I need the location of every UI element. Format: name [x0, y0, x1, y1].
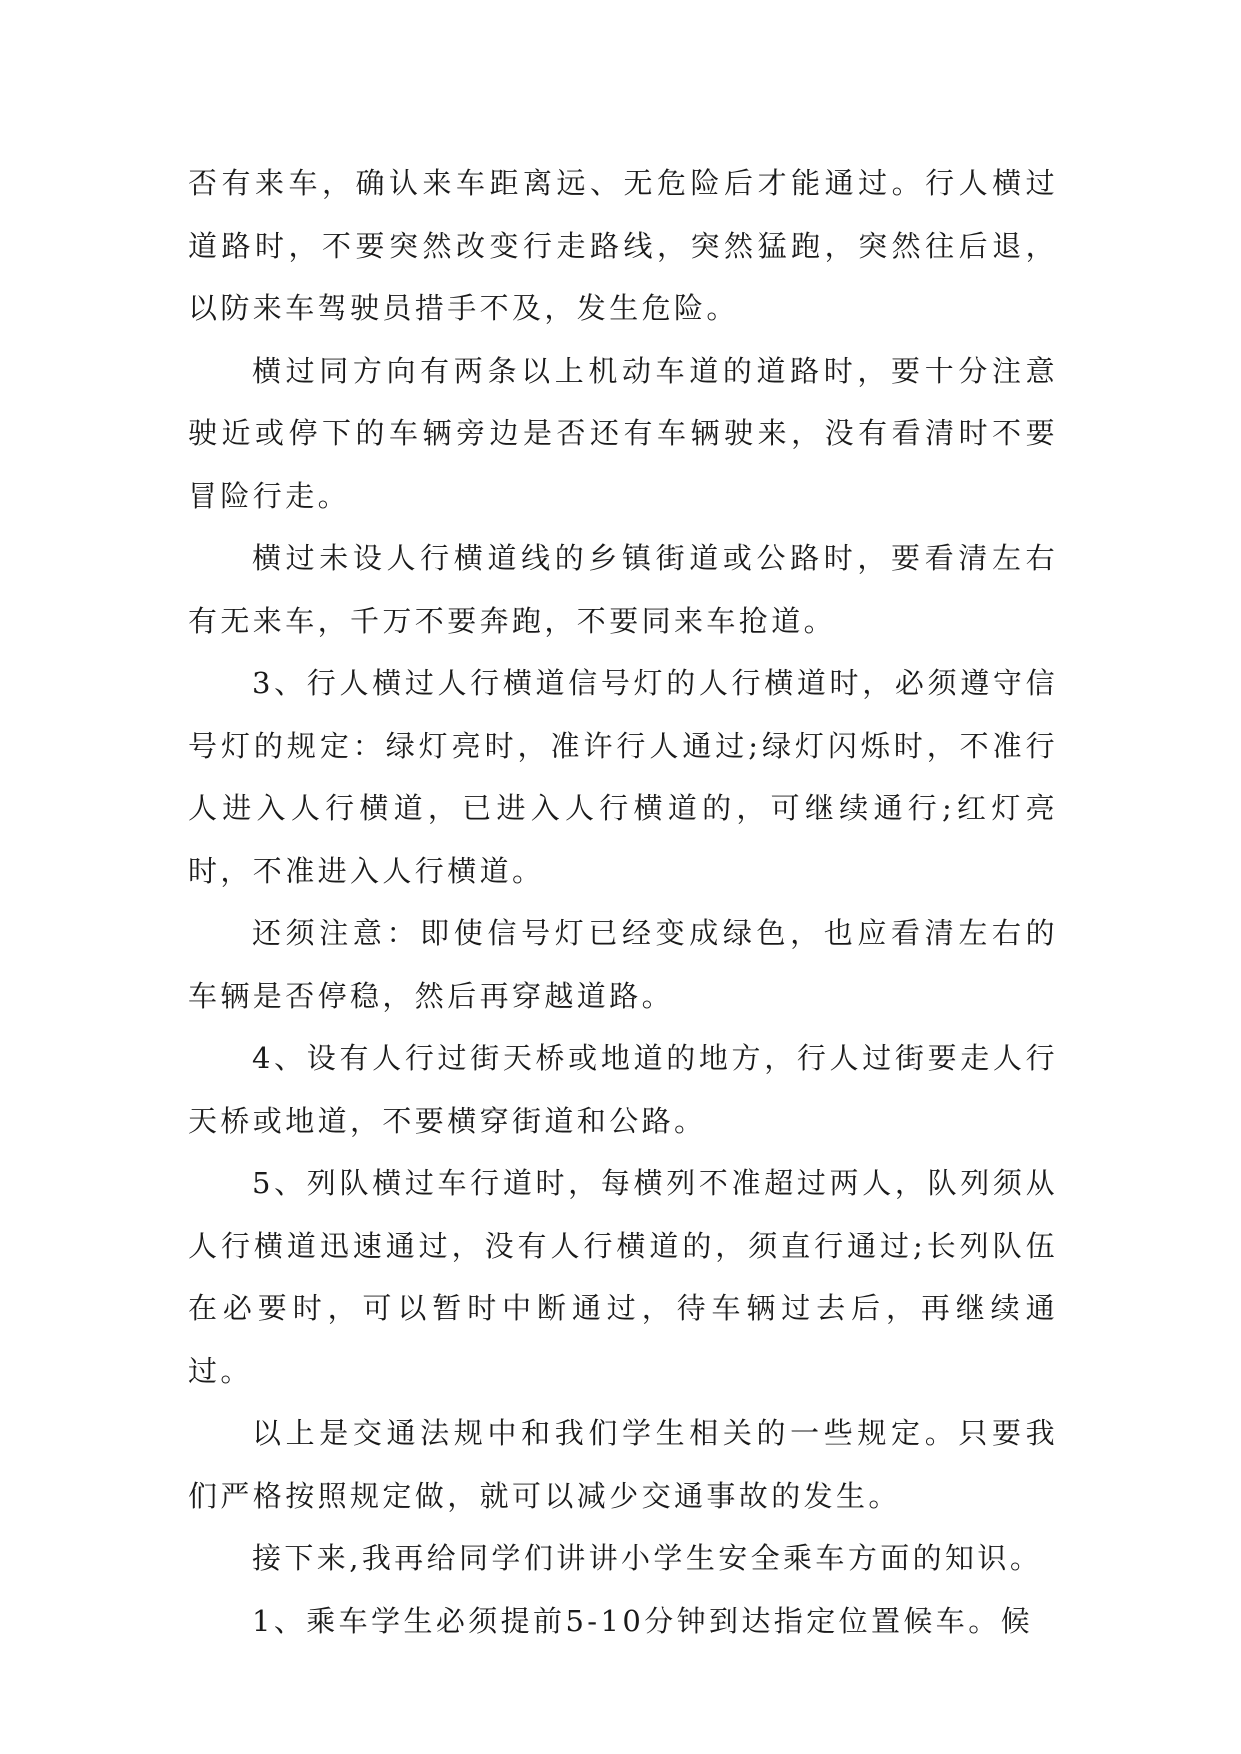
paragraph-1: 否有来车，确认来车距离远、无危险后才能通过。行人横过道路时，不要突然改变行走路线，突然猛跑，突然往后退，以防来车驾驶员措手不及，发生危险。 [188, 166, 1058, 325]
paragraph-2: 横过同方向有两条以上机动车道的道路时，要十分注意驶近或停下的车辆旁边是否还有车辆驶来，没有看清时不要冒险行走。 [188, 353, 1058, 513]
paragraph-6: 4、设有人行过街天桥或地道的地方，行人过街要走人行天桥或地道，不要横穿街道和公路。 [188, 1041, 1058, 1138]
paragraph-5: 还须注意：即使信号灯已经变成绿色，也应看清左右的车辆是否停稳，然后再穿越道路。 [188, 916, 1058, 1013]
paragraph-3: 横过未设人行横道线的乡镇街道或公路时，要看清左右有无来车，千万不要奔跑，不要同来车抢道。 [188, 541, 1058, 638]
paragraph-8: 以上是交通法规中和我们学生相关的一些规定。只要我们严格按照规定做，就可以减少交通事故的发生。 [188, 1416, 1058, 1513]
paragraph-7: 5、列队横过车行道时，每横列不准超过两人，队列须从人行横道迅速通过，没有人行横道的，须直行通过;长列队伍在必要时，可以暂时中断通过，待车辆过去后，再继续通过。 [188, 1166, 1058, 1388]
paragraph-4: 3、行人横过人行横道信号灯的人行横道时，必须遵守信号灯的规定：绿灯亮时，准许行人通过;绿灯闪烁时，不准行人进入人行横道，已进入人行横道的，可继续通行;红灯亮时，不准进入人行横道。 [188, 666, 1058, 888]
document-body [188, 152, 1058, 1652]
paragraph-9: 接下来,我再给同学们讲讲小学生安全乘车方面的知识。 [252, 1541, 1043, 1575]
paragraph-10: 1、乘车学生必须提前5-10分钟到达指定位置候车。候 [252, 1603, 1034, 1638]
